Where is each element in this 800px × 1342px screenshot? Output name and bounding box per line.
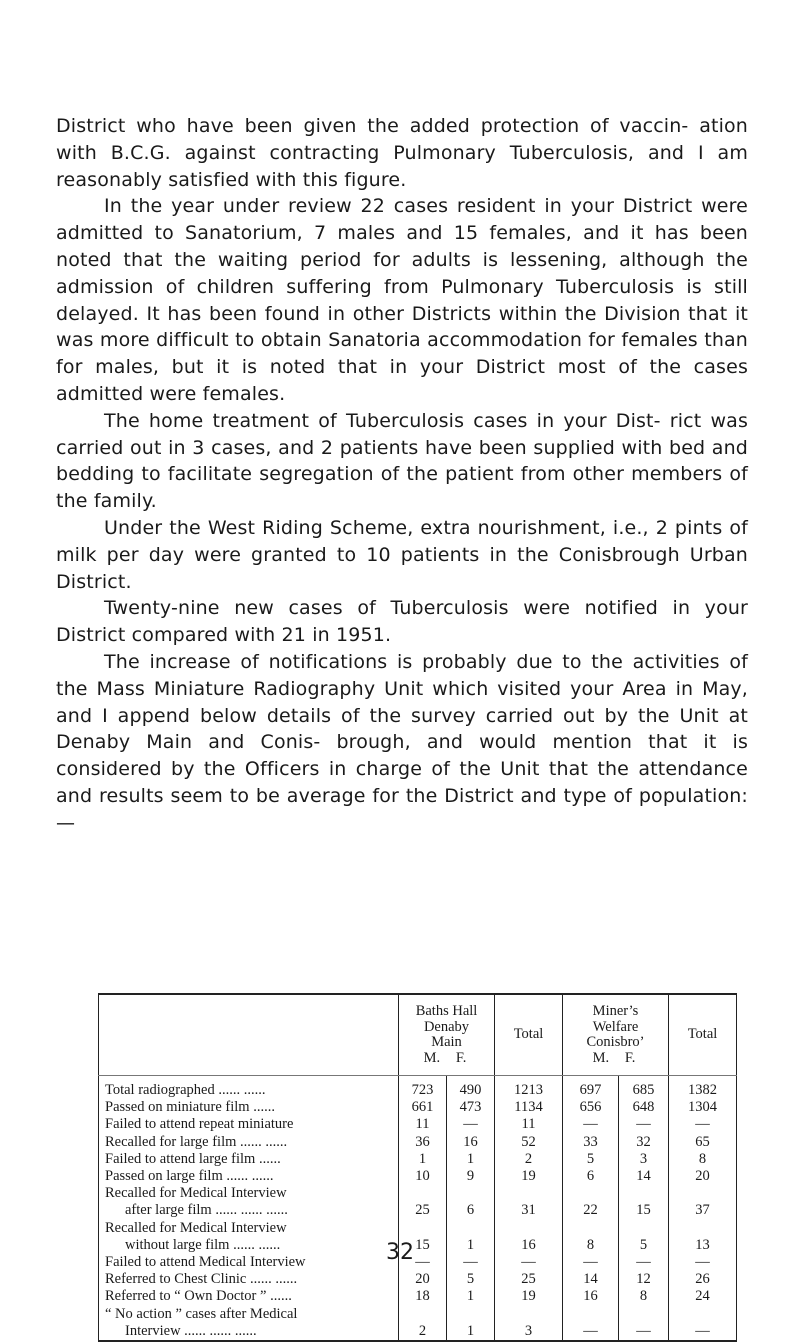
- table-row: [99, 1323, 737, 1341]
- row-value: —: [695, 1116, 710, 1133]
- row-value: 33: [563, 1134, 619, 1151]
- row-label: “ No action ” cases after Medical: [99, 1306, 399, 1323]
- row-value: 19: [495, 1168, 563, 1185]
- table-row: [99, 1134, 737, 1151]
- row-value: 661: [399, 1099, 447, 1116]
- row-label-continuation: Interview ...... ...... ......: [99, 1323, 399, 1341]
- row-value: 25: [495, 1271, 563, 1288]
- row-cell-empty: [669, 1306, 737, 1323]
- table-header-row: [99, 994, 737, 1076]
- row-value: —: [695, 1322, 710, 1339]
- row-cell-empty: [619, 1306, 669, 1323]
- row-label: Recalled for Medical Interview: [99, 1185, 399, 1202]
- row-cell-empty: [619, 1185, 669, 1202]
- header-baths-line1: Baths Hall: [415, 1003, 478, 1019]
- row-label-leader: ......: [249, 1099, 275, 1116]
- row-value: 1: [399, 1151, 447, 1168]
- row-label-text: Referred to Chest Clinic: [105, 1271, 247, 1288]
- row-value: 15: [399, 1237, 447, 1254]
- header-total-2: Total: [669, 994, 737, 1076]
- header-miners-line1: Miner’s: [592, 1003, 639, 1019]
- table-row: [99, 1168, 737, 1185]
- row-value: 16: [563, 1288, 619, 1305]
- row-label: [99, 1151, 399, 1168]
- row-value: 20: [399, 1271, 447, 1288]
- row-value: 16: [495, 1237, 563, 1254]
- row-cell-empty: [563, 1220, 619, 1237]
- row-value: 19: [495, 1288, 563, 1305]
- row-value: 8: [698, 1150, 707, 1167]
- row-value: 473: [447, 1099, 495, 1116]
- row-cell-empty: [495, 1306, 563, 1323]
- row-label-leader: ...... ......: [222, 1168, 274, 1185]
- row-value: 5: [619, 1237, 669, 1254]
- row-value: 12: [619, 1271, 669, 1288]
- row-cell-empty: [563, 1306, 619, 1323]
- row-value: —: [619, 1323, 669, 1341]
- row-label-text: Referred to “ Own Doctor ”: [105, 1288, 267, 1305]
- row-value: 37: [695, 1202, 710, 1219]
- row-label-text: Recalled for large film: [105, 1133, 237, 1150]
- row-value: 10: [399, 1168, 447, 1185]
- row-value: 20: [695, 1168, 710, 1185]
- header-baths-line3: Main: [431, 1034, 462, 1050]
- row-value: 2: [495, 1151, 563, 1168]
- row-value: 32: [619, 1134, 669, 1151]
- table-row: [99, 1271, 737, 1288]
- row-value: 25: [399, 1202, 447, 1219]
- row-value: 656: [563, 1099, 619, 1116]
- row-value: 490: [447, 1076, 495, 1100]
- paragraph-2: In the year under review 22 cases resident in your District were admitted to Sanatorium, 7 males and 15 females, and it has been noted that the waiting period for adults is lessening, although the admission of children suffering from Pulmonary Tuberculosis is still delayed. It has been found in other Districts within the Division that it was more difficult to obtain Sanatoria accommodation for females than for males, but it is noted that in your District most of the cases admitted were females.: [56, 195, 748, 405]
- row-cell-empty: [563, 1185, 619, 1202]
- header-baths-hall: [399, 994, 495, 1076]
- row-label: [99, 1168, 399, 1185]
- row-value: 5: [447, 1271, 495, 1288]
- table-row: [99, 1306, 737, 1323]
- row-label-text: Total radiographed: [105, 1082, 215, 1098]
- row-value: —: [447, 1116, 495, 1133]
- row-label-leader: ...... ......: [236, 1133, 288, 1150]
- row-label: [99, 1076, 399, 1100]
- row-cell-empty: [399, 1220, 447, 1237]
- row-value: 6: [563, 1168, 619, 1185]
- row-cell-empty: [447, 1306, 495, 1323]
- row-label-leader: ......: [266, 1288, 292, 1305]
- row-label-text: Failed to attend repeat miniature: [105, 1116, 294, 1133]
- row-value: —: [447, 1254, 495, 1271]
- paragraph-6: The increase of notifications is probably due to the activities of the Mass Miniature Radiography Unit which visited your Area in May, and I append below details of the survey carried out by the Unit at Denaby Main and Conis- brough, and would mention that it is considered by the Officers in charge of the Unit that the attendance and results seem to be average for the District and type of population:—: [56, 650, 748, 834]
- page-number: 32: [386, 1240, 414, 1265]
- row-label: [99, 1099, 399, 1116]
- row-cell-empty: [495, 1185, 563, 1202]
- header-miners-f: F.: [624, 1049, 636, 1066]
- row-value: 2: [399, 1323, 447, 1341]
- table-row: [99, 1288, 737, 1305]
- row-cell-empty: [669, 1185, 737, 1202]
- row-value: 1304: [688, 1099, 717, 1116]
- row-cell-empty: [399, 1306, 447, 1323]
- row-label-leader: ...... ......: [214, 1082, 266, 1098]
- row-cell-empty: [495, 1220, 563, 1237]
- row-value: 685: [619, 1076, 669, 1100]
- row-label: [99, 1116, 399, 1133]
- row-cell-empty: [447, 1185, 495, 1202]
- row-label-leader: ...... ......: [246, 1271, 298, 1288]
- paragraph-5: Twenty-nine new cases of Tuberculosis were notified in your District compared with 21 in 1951.: [56, 597, 748, 647]
- row-cell-empty: [669, 1220, 737, 1237]
- header-baths-line2: Denaby: [423, 1018, 470, 1035]
- table-row: [99, 1099, 737, 1116]
- row-value: 11: [399, 1116, 447, 1133]
- row-label: Recalled for Medical Interview: [99, 1220, 399, 1237]
- header-miners-line3: Conisbro’: [586, 1034, 645, 1050]
- row-value: —: [495, 1254, 563, 1271]
- row-label-text: Passed on large film: [105, 1168, 223, 1185]
- row-value: 1: [447, 1151, 495, 1168]
- table-row: [99, 1151, 737, 1168]
- row-label: [99, 1271, 399, 1288]
- row-value: —: [563, 1323, 619, 1341]
- row-label-continuation: without large film ...... ......: [99, 1237, 399, 1254]
- radiography-table-wrapper: [98, 993, 736, 1342]
- row-label-text: Passed on miniature film: [105, 1099, 250, 1116]
- row-value: 22: [563, 1202, 619, 1219]
- row-value: 1: [447, 1323, 495, 1341]
- row-label: [99, 1134, 399, 1151]
- row-value: —: [563, 1116, 619, 1133]
- table-row: [99, 1185, 737, 1202]
- row-label-text: Failed to attend Medical Interview: [105, 1254, 306, 1271]
- row-value: —: [619, 1116, 669, 1133]
- header-miners-line2: Welfare: [592, 1018, 639, 1035]
- row-label-continuation: after large film ...... ...... ......: [99, 1202, 399, 1219]
- header-miners-welfare: [563, 994, 669, 1076]
- row-value: 16: [447, 1134, 495, 1151]
- row-value: 1134: [495, 1099, 563, 1116]
- header-total-1: Total: [495, 994, 563, 1076]
- row-value: 9: [447, 1168, 495, 1185]
- row-value: 1: [447, 1288, 495, 1305]
- row-value: 1382: [688, 1082, 717, 1098]
- table-body: [99, 1076, 737, 1342]
- row-value: 65: [695, 1133, 710, 1150]
- row-value: 52: [495, 1134, 563, 1151]
- row-value: 24: [695, 1288, 710, 1305]
- row-label: [99, 1288, 399, 1305]
- header-miners-m: M.: [592, 1049, 610, 1066]
- table-row: [99, 1202, 737, 1219]
- table-row: [99, 1076, 737, 1100]
- row-label-text: Failed to attend large film: [105, 1150, 256, 1167]
- body-text: [56, 113, 748, 837]
- table-row: [99, 1220, 737, 1237]
- row-value: 8: [619, 1288, 669, 1305]
- header-baths-f: F.: [455, 1049, 467, 1066]
- row-value: —: [619, 1254, 669, 1271]
- row-value: 14: [563, 1271, 619, 1288]
- row-cell-empty: [447, 1220, 495, 1237]
- paragraph-1: District who have been given the added protection of vaccin- ation with B.C.G. against contracting Pulmonary Tuberculosis, and I am reasonably satisfied with this figure.: [56, 115, 748, 191]
- row-value: 723: [399, 1076, 447, 1100]
- radiography-table: [98, 993, 737, 1342]
- row-value: 36: [399, 1134, 447, 1151]
- row-label-leader: ......: [255, 1150, 281, 1167]
- paragraph-3: The home treatment of Tuberculosis cases in your Dist- rict was carried out in 3 cases, and 2 patients have been supplied with bed and bedding to facilitate segregation of the patient from other members of the family.: [56, 409, 748, 513]
- header-baths-m: M.: [423, 1049, 441, 1066]
- row-value: 18: [399, 1288, 447, 1305]
- row-value: —: [563, 1254, 619, 1271]
- row-value: 8: [563, 1237, 619, 1254]
- row-value: —: [399, 1254, 447, 1271]
- row-value: 697: [563, 1076, 619, 1100]
- header-blank: [99, 994, 399, 1076]
- row-value: 3: [495, 1323, 563, 1341]
- row-value: 15: [619, 1202, 669, 1219]
- row-value: 31: [495, 1202, 563, 1219]
- row-value: 13: [695, 1236, 710, 1253]
- row-value: 3: [619, 1151, 669, 1168]
- row-value: —: [695, 1254, 710, 1271]
- table-row: [99, 1116, 737, 1133]
- row-cell-empty: [399, 1185, 447, 1202]
- row-value: 5: [563, 1151, 619, 1168]
- row-value: 14: [619, 1168, 669, 1185]
- paragraph-4: Under the West Riding Scheme, extra nourishment, i.e., 2 pints of milk per day were granted to 10 patients in the Conisbrough Urban District.: [56, 516, 748, 593]
- row-cell-empty: [619, 1220, 669, 1237]
- row-value: 11: [495, 1116, 563, 1133]
- row-value: 1: [447, 1237, 495, 1254]
- row-value: 648: [619, 1099, 669, 1116]
- row-value: 26: [695, 1271, 710, 1288]
- row-value: 1213: [495, 1076, 563, 1100]
- row-value: 6: [447, 1202, 495, 1219]
